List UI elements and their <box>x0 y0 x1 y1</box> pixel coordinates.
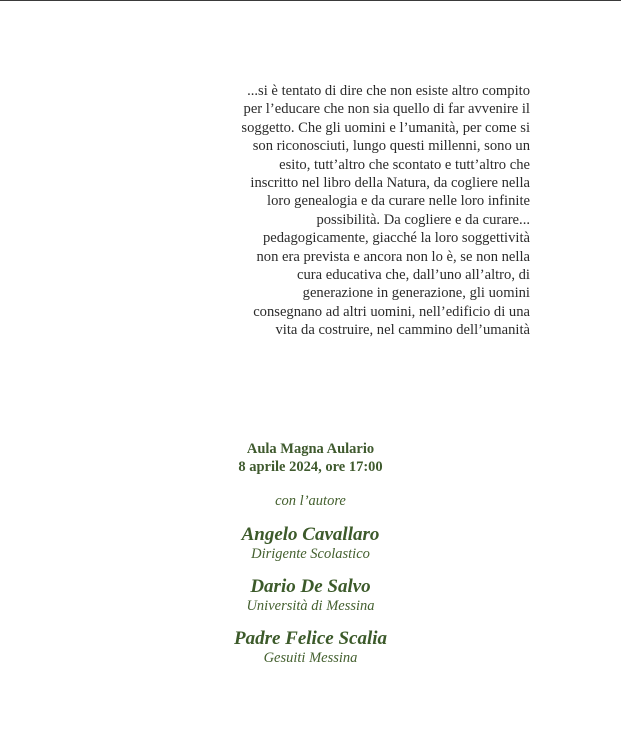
speaker-name: Padre Felice Scalia <box>233 628 388 649</box>
quote-line: ...si è tentato di dire che non esiste altro compito <box>247 83 530 99</box>
event-date: 8 aprile 2024, ore 17:00 <box>238 459 383 475</box>
quote-line: soggetto. Che gli uomini e l’umanità, per come si <box>241 119 530 136</box>
quote-line: son riconosciuti, lungo questi millenni, sono un <box>252 138 530 155</box>
speaker-role: Gesuiti Messina <box>263 650 358 666</box>
event-info <box>0 440 621 680</box>
quote-line: pedagogicamente, giacché la loro soggettività <box>262 230 530 247</box>
event-place: Aula Magna Aulario <box>246 441 375 457</box>
speaker-role: Università di Messina <box>246 598 375 614</box>
quote-line: cura educativa che, dall’uno all’altro, di <box>297 267 530 284</box>
speakers-list <box>0 524 621 667</box>
quote-line: loro genealogia e da curare nelle loro infinite <box>267 193 530 210</box>
speaker-name: Angelo Cavallaro <box>241 524 380 545</box>
speaker-item <box>0 628 621 667</box>
quote-line: non era prevista e ancora non lo è, se non nella <box>256 248 530 265</box>
quote-line: possibilità. Da cogliere e da curare... <box>316 211 530 228</box>
quote-line: vita da costruire, nel cammino dell’umanità <box>275 322 530 339</box>
quote-block <box>170 82 530 340</box>
speaker-role: Dirigente Scolastico <box>251 546 370 562</box>
quote-line: inscritto nel libro della Natura, da cogliere nella <box>250 175 530 192</box>
with-author-label: con l’autore <box>275 493 346 509</box>
quote-line: consegnano ad altri uomini, nell’edificio di una <box>253 303 530 320</box>
top-divider <box>0 0 621 1</box>
quote-line: per l’educare che non sia quello di far avvenire il <box>243 101 530 118</box>
quote-line: generazione in generazione, gli uomini <box>302 285 530 302</box>
speaker-item <box>0 576 621 615</box>
speaker-name: Dario De Salvo <box>250 576 371 597</box>
quote-line: esito, tutt’altro che scontato e tutt’altro che <box>279 156 530 173</box>
speaker-item <box>0 524 621 563</box>
